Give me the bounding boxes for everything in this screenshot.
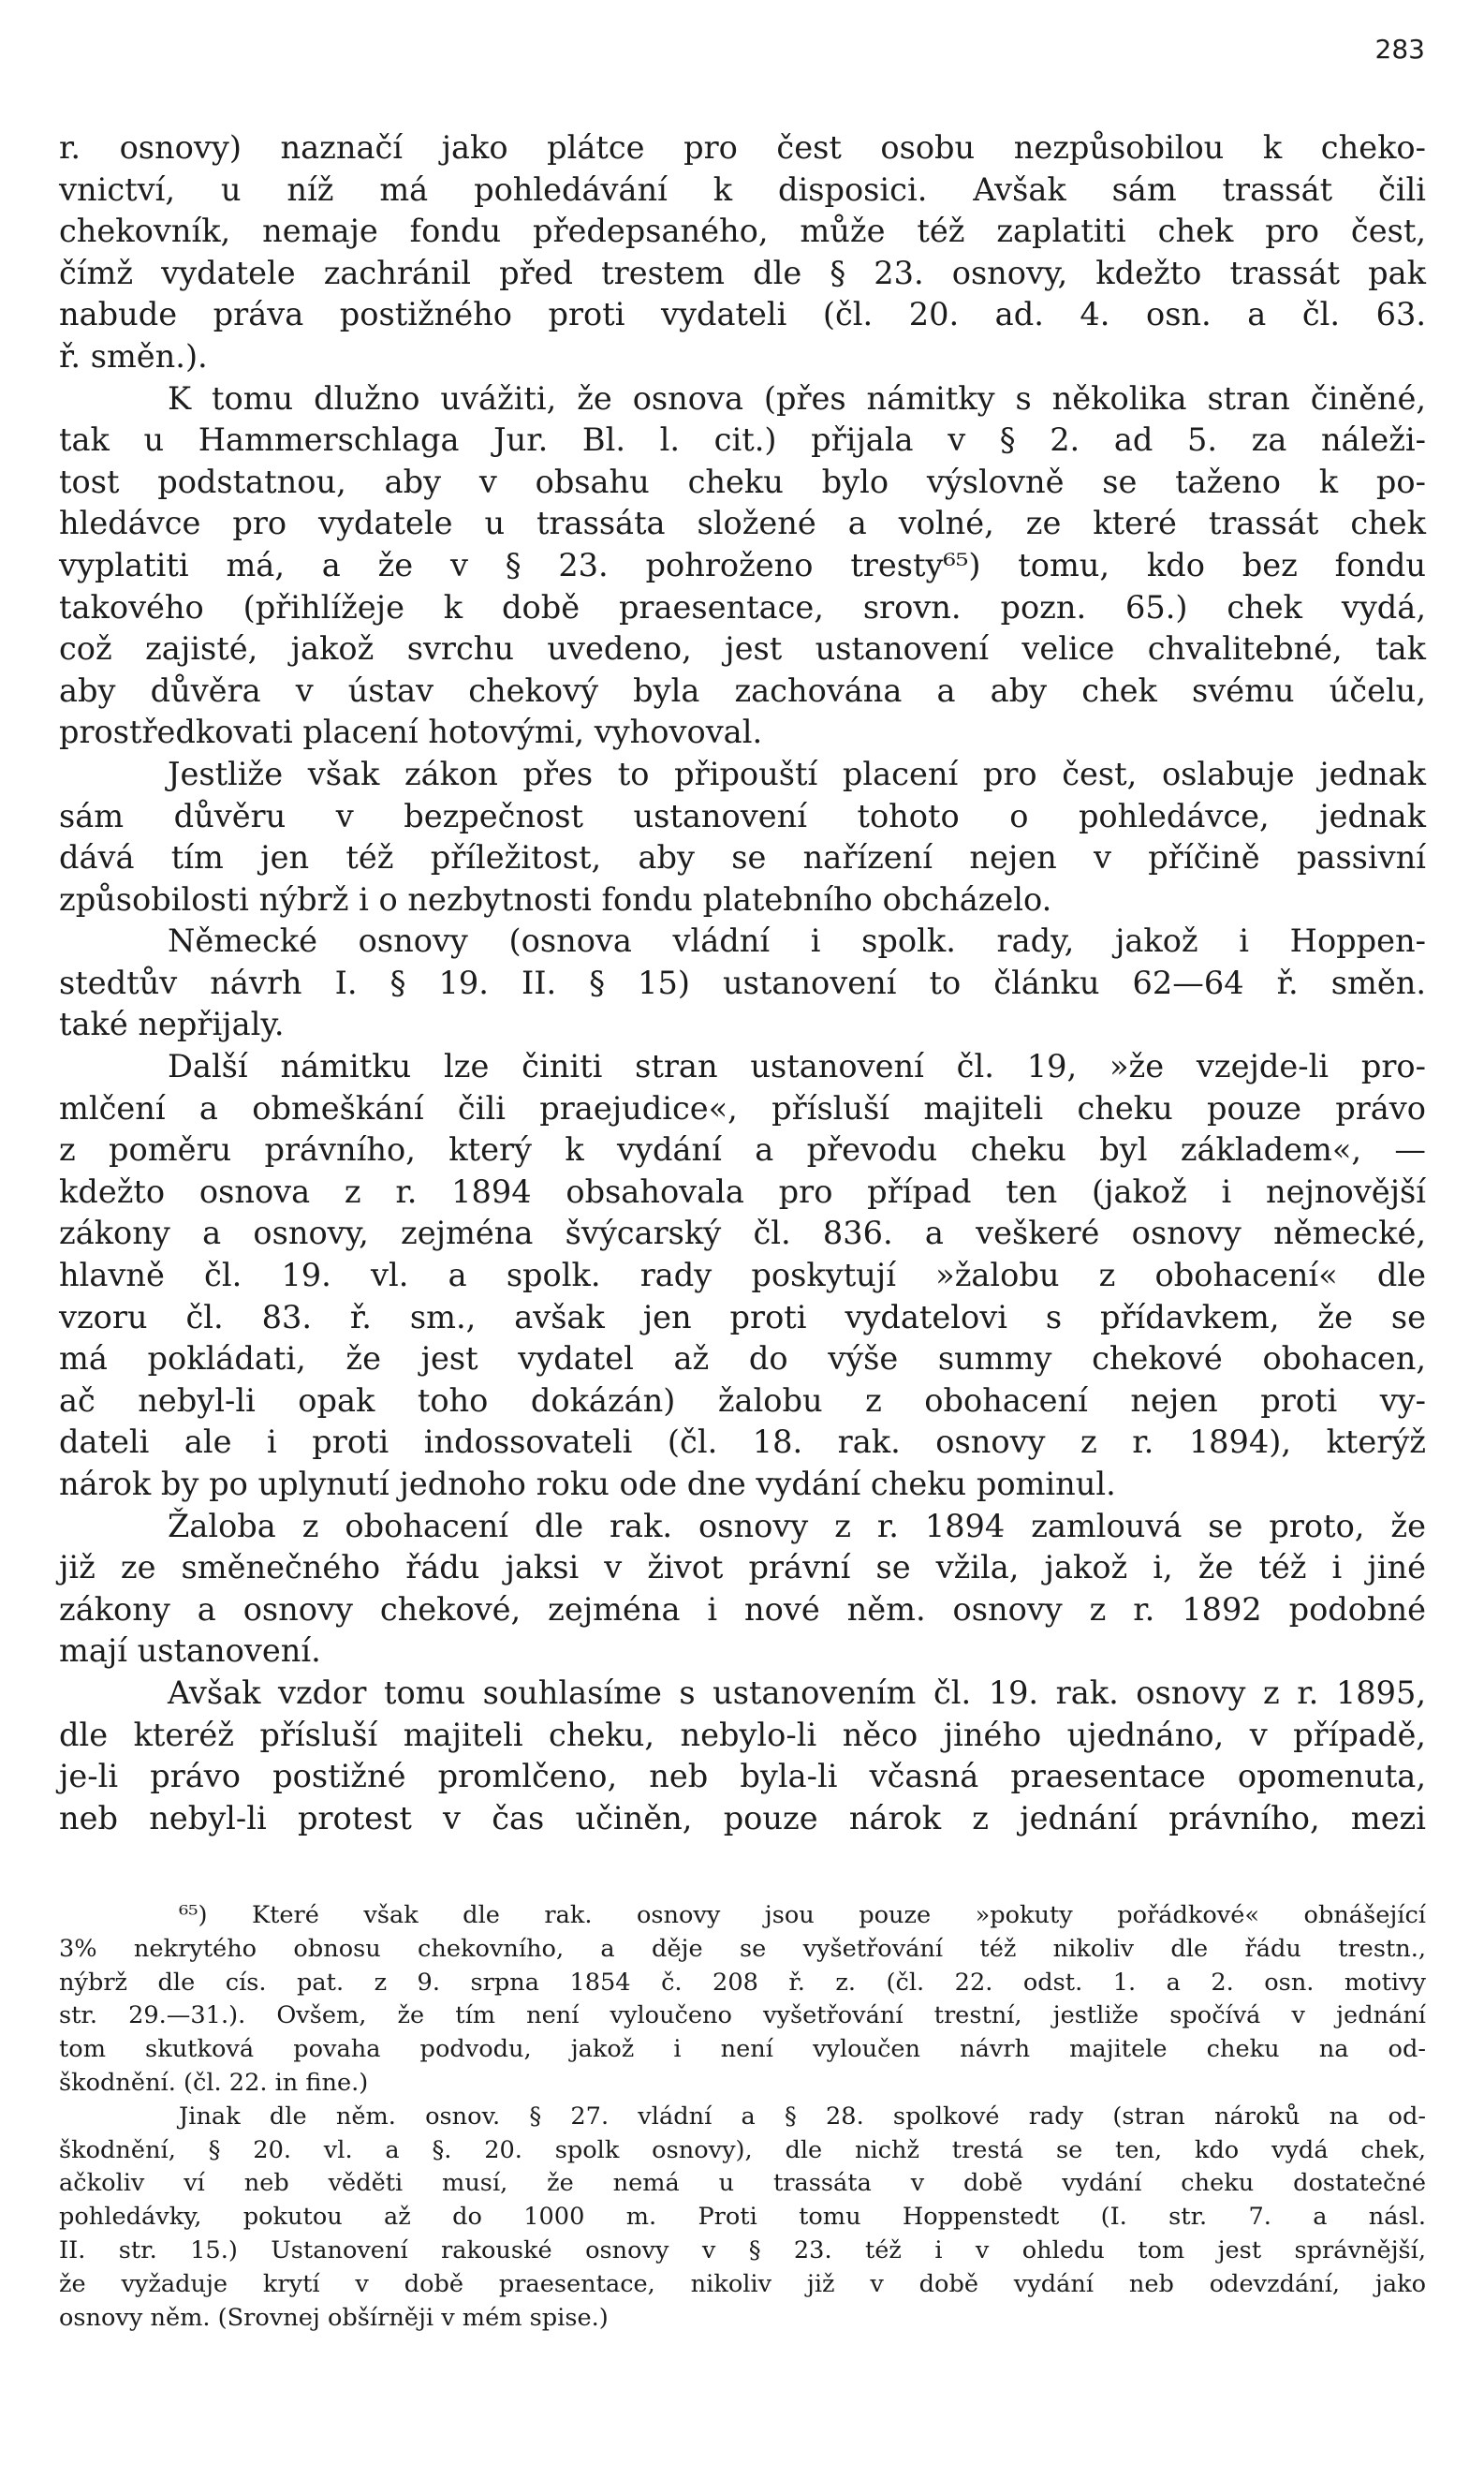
footnote-line: osnovy něm. (Srovnej obšírněji v mém spise.) bbox=[59, 2303, 609, 2332]
text-line: stedtův návrh I. § 19. II. § 15) ustanovení to článku 62—64 ř. směn. bbox=[59, 964, 1426, 1001]
text-line: také nepřijaly. bbox=[59, 1006, 285, 1043]
footnote-line: tom skutková povaha podvodu, jakož i není vyloučen návrh majitele cheku na od- bbox=[59, 2035, 1426, 2064]
footnote-line: škodnění. (čl. 22. in fine.) bbox=[59, 2068, 369, 2097]
text-line: vyplatiti má, a že v § 23. pohroženo tresty⁶⁵) tomu, kdo bez fondu bbox=[59, 546, 1426, 583]
footnote-start-line: ⁶⁵) Které však dle rak. osnovy jsou pouze »pokuty pořádkové« obnášející bbox=[179, 1901, 1426, 1929]
text-line: ř. směn.). bbox=[59, 337, 208, 375]
text-line: zákony a osnovy chekové, zejména i nové něm. osnovy z r. 1892 podobné bbox=[59, 1590, 1426, 1628]
text-line: čímž vydatele zachránil před trestem dle § 23. osnovy, kdežto trassát pak bbox=[59, 254, 1426, 291]
text-line: dává tím jen též příležitost, aby se nařízení nejen v příčině passivní bbox=[59, 839, 1426, 877]
page-number: 283 bbox=[1374, 34, 1425, 65]
text-line: sám důvěru v bezpečnost ustanovení tohoto o pohledávce, jednak bbox=[59, 797, 1426, 834]
footnote-line: pohledávky, pokutou až do 1000 m. Proti tomu Hoppenstedt (I. str. 7. a násl. bbox=[59, 2203, 1426, 2232]
paragraph-start-line: K tomu dlužno uvážiti, že osnova (přes námitky s několika stran činěné, bbox=[168, 379, 1426, 417]
text-line: tost podstatnou, aby v obsahu cheku bylo výslovně se taženo k po- bbox=[59, 463, 1426, 500]
paragraph-start-line: Německé osnovy (osnova vládní i spolk. rady, jakož i Hoppen- bbox=[168, 922, 1426, 960]
text-line: nabude práva postižného proti vydateli (čl. 20. ad. 4. osn. a čl. 63. bbox=[59, 296, 1426, 333]
text-line: což zajisté, jakož svrchu uvedeno, jest ustanovení velice chvalitebné, tak bbox=[59, 630, 1426, 668]
footnotes bbox=[59, 1899, 1426, 2335]
footnote-line: ačkoliv ví neb věděti musí, že nemá u trassáta v době vydání cheku dostatečné bbox=[59, 2169, 1426, 2198]
text-line: hlavně čl. 19. vl. a spolk. rady poskytují »žalobu z obohacení« dle bbox=[59, 1257, 1426, 1294]
paragraph-start-line: Jestliže však zákon přes to připouští placení pro čest, oslabuje jednak bbox=[168, 755, 1426, 792]
text-line: nárok by po uplynutí jednoho roku ode dne vydání cheku pominul. bbox=[59, 1466, 1116, 1502]
text-line: z poměru právního, který k vydání a převodu cheku byl základem«, — bbox=[59, 1131, 1426, 1169]
main-text bbox=[59, 127, 1426, 1839]
paragraph-start-line: Další námitku lze činiti stran ustanovení čl. 19, »že vzejde-li pro- bbox=[168, 1048, 1426, 1085]
footnote-line: že vyžaduje krytí v době praesentace, nikoliv již v době vydání neb odevzdání, jako bbox=[59, 2269, 1426, 2298]
paragraph-start-line: Žaloba z obohacení dle rak. osnovy z r. 1894 zamlouvá se proto, že bbox=[168, 1507, 1426, 1544]
text-line: takového (přihlížeje k době praesentace, srovn. pozn. 65.) chek vydá, bbox=[59, 588, 1426, 626]
footnote-line: II. str. 15.) Ustanovení rakouské osnovy v § 23. též i v ohledu tom jest správnější, bbox=[59, 2235, 1426, 2264]
text-line: dle kteréž přísluší majiteli cheku, nebylo-li něco jiného ujednáno, v případě, bbox=[59, 1716, 1426, 1753]
text-line: aby důvěra v ústav chekový byla zachována a aby chek svému účelu, bbox=[59, 671, 1426, 709]
text-line: způsobilosti nýbrž i o nezbytnosti fondu platebního obcházelo. bbox=[59, 880, 1052, 918]
text-line: prostředkovati placení hotovými, vyhovoval. bbox=[59, 714, 763, 751]
text-line: vzoru čl. 83. ř. sm., avšak jen proti vydatelovi s přídavkem, že se bbox=[59, 1298, 1426, 1335]
text-line: r. osnovy) naznačí jako plátce pro čest osobu nezpůsobilou k cheko- bbox=[59, 129, 1426, 166]
text-line: neb nebyl-li protest v čas učiněn, pouze nárok z jednání právního, mezi bbox=[59, 1799, 1426, 1836]
text-line: vnictví, u níž má pohledávání k disposici. Avšak sám trassát čili bbox=[59, 170, 1426, 208]
text-line: dateli ale i proti indossovateli (čl. 18. rak. osnovy z r. 1894), kterýž bbox=[59, 1423, 1426, 1461]
text-line: mají ustanovení. bbox=[59, 1632, 321, 1670]
text-line: chekovník, nemaje fondu předepsaného, může též zaplatiti chek pro čest, bbox=[59, 213, 1426, 250]
footnote-line: škodnění, § 20. vl. a §. 20. spolk osnovy), dle nichž trestá se ten, kdo vydá chek, bbox=[59, 2135, 1426, 2164]
footnote-line: str. 29.—31.). Ovšem, že tím není vyloučeno vyšetřování trestní, jestliže spočívá v jednání bbox=[59, 2001, 1426, 2030]
text-line: mlčení a obmeškání čili praejudice«, přísluší majiteli cheku pouze právo bbox=[59, 1089, 1426, 1127]
text-line: již ze směnečného řádu jaksi v život právní se vžila, jakož i, že též i jiné bbox=[59, 1549, 1426, 1586]
text-line: má pokládati, že jest vydatel až do výše summy chekové obohacen, bbox=[59, 1340, 1426, 1378]
footnote-line: 3% nekrytého obnosu chekovního, a děje se vyšetřování též nikoliv dle řádu trestn., bbox=[59, 1934, 1426, 1963]
text-line: zákony a osnovy, zejména švýcarský čl. 836. a veškeré osnovy německé, bbox=[59, 1215, 1426, 1252]
text-line: kdežto osnova z r. 1894 obsahovala pro případ ten (jakož i nejnovější bbox=[59, 1173, 1426, 1210]
footnote-start-line: Jinak dle něm. osnov. § 27. vládní a § 28. spolkové rady (stran nároků na od- bbox=[179, 2102, 1426, 2131]
text-line: je-li právo postižné promlčeno, neb byla-li včasná praesentace opomenuta, bbox=[59, 1758, 1426, 1795]
footnote-line: nýbrž dle cís. pat. z 9. srpna 1854 č. 208 ř. z. (čl. 22. odst. 1. a 2. osn. motivy bbox=[59, 1968, 1426, 1997]
text-line: hledávce pro vydatele u trassáta složené a volné, ze které trassát chek bbox=[59, 505, 1426, 542]
text-line: ač nebyl-li opak toho dokázán) žalobu z obohacení nejen proti vy- bbox=[59, 1381, 1426, 1419]
paragraph-start-line: Avšak vzdor tomu souhlasíme s ustanovením čl. 19. rak. osnovy z r. 1895, bbox=[168, 1674, 1426, 1711]
text-line: tak u Hammerschlaga Jur. Bl. l. cit.) přijala v § 2. ad 5. za náleži- bbox=[59, 421, 1426, 459]
